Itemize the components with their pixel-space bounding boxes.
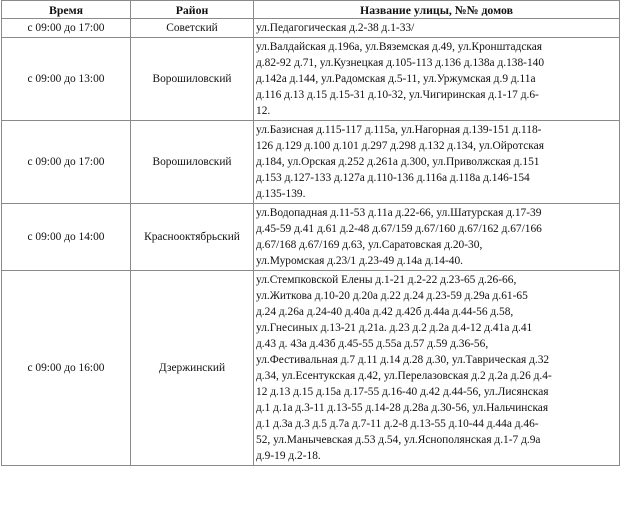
streets-line: д.1 д.3а д.3 д.5 д.7а д.7-11 д.2-8 д.13-55 д.10-44 д.44а д.46-	[256, 418, 539, 430]
time-cell: с 09:00 до 17:00	[2, 121, 131, 204]
time-cell: с 09:00 до 13:00	[2, 38, 131, 121]
streets-line: д.34, ул.Есентукская д.42, ул.Перелазовская д.2 д.2а д.26 д.4-	[256, 370, 552, 382]
streets-line: ул.Муромская д.23/1 д.23-49 д.14а д.14-40.	[256, 255, 464, 267]
streets-line: д.67/168 д.67/169 д.63, ул.Саратовская д.20-30,	[256, 239, 483, 251]
table-row	[2, 204, 620, 271]
streets-line: д.142а д.144, ул.Радомская д.5-11, ул.Уржумская д.9 д.11а	[256, 73, 536, 85]
header-row	[2, 1, 620, 19]
district-cell: Дзержинский	[131, 271, 254, 466]
district-cell: Краснооктябрьский	[131, 204, 254, 271]
district-cell: Советский	[131, 19, 254, 38]
streets-line: ул.Водопадная д.11-53 д.11а д.22-66, ул.Шатурская д.17-39	[256, 207, 542, 219]
streets-cell	[254, 204, 620, 271]
table-row	[2, 19, 620, 38]
time-cell: с 09:00 до 16:00	[2, 271, 131, 466]
streets-cell	[254, 38, 620, 121]
streets-line: ул.Педагогическая д.2-38 д.1-33/	[256, 22, 415, 34]
table-header	[2, 1, 620, 19]
streets-line: д.184, ул.Орская д.252 д.261а д.300, ул.Приволжская д.151	[256, 156, 540, 168]
streets-line: д.153 д.127-133 д.127а д.110-136 д.116а д.118а д.146-154	[256, 172, 530, 184]
header-district: Район	[131, 1, 254, 19]
streets-line: д.45-59 д.41 д.61 д.2-48 д.67/159 д.67/160 д.67/162 д.67/166	[256, 223, 542, 235]
streets-line: д.135-139.	[256, 188, 306, 200]
streets-line: 12.	[256, 105, 271, 117]
district-cell: Ворошиловский	[131, 38, 254, 121]
streets-line: д.116 д.13 д.15 д.15-31 д.10-32, ул.Чигиринская д.1-17 д.6-	[256, 89, 539, 101]
streets-line: ул.Гнесиных д.13-21 д.21а. д.23 д.2 д.2а д.4-12 д.41а д.41	[256, 322, 533, 334]
table-body	[2, 19, 620, 466]
streets-line: ул.Базисная д.115-117 д.115а, ул.Нагорная д.139-151 д.118-	[256, 124, 542, 136]
streets-line: ул.Валдайская д.196а, ул.Вяземская д.49, ул.Кронштадская	[256, 41, 543, 53]
streets-line: д.9-19 д.2-18.	[256, 450, 321, 462]
time-cell: с 09:00 до 17:00	[2, 19, 131, 38]
streets-line: д.1 д.1а д.3-11 д.13-55 д.14-28 д.28а д.30-56, ул.Нальчинская	[256, 402, 549, 414]
streets-line: д.43 д. 43а д.43б д.45-55 д.55а д.57 д.59 д.36-56,	[256, 338, 489, 350]
time-cell: с 09:00 до 14:00	[2, 204, 131, 271]
streets-line: д.82-92 д.71, ул.Кузнецкая д.105-113 д.136 д.138а д.138-140	[256, 57, 545, 69]
streets-line: ул.Фестивальная д.7 д.11 д.14 д.28 д.30, ул.Таврическая д.32	[256, 354, 550, 366]
streets-line: 52, ул.Манычевская д.53 д.54, ул.Яснополянская д.1-7 д.9а	[256, 434, 541, 446]
table-row	[2, 38, 620, 121]
streets-line: 126 д.129 д.100 д.101 д.297 д.298 д.132 д.134, ул.Ойротская	[256, 140, 544, 152]
streets-cell	[254, 19, 620, 38]
streets-line: ул.Стемпковской Елены д.1-21 д.2-22 д.23-65 д.26-66,	[256, 274, 517, 286]
streets-line: 12 д.13 д.15 д.15а д.17-55 д.16-40 д.42 д.44-56, ул.Лисянская	[256, 386, 549, 398]
streets-cell	[254, 271, 620, 466]
header-streets: Название улицы, №№ домов	[254, 1, 620, 19]
table-row	[2, 271, 620, 466]
header-time: Время	[2, 1, 131, 19]
streets-cell	[254, 121, 620, 204]
outage-schedule-table	[1, 0, 620, 466]
streets-line: ул.Житкова д.10-20 д.20а д.22 д.24 д.23-59 д.29а д.61-65	[256, 290, 528, 302]
table-row	[2, 121, 620, 204]
streets-line: д.24 д.26а д.24-40 д.40а д.42 д.42б д.44а д.44-56 д.58,	[256, 306, 514, 318]
district-cell: Ворошиловский	[131, 121, 254, 204]
